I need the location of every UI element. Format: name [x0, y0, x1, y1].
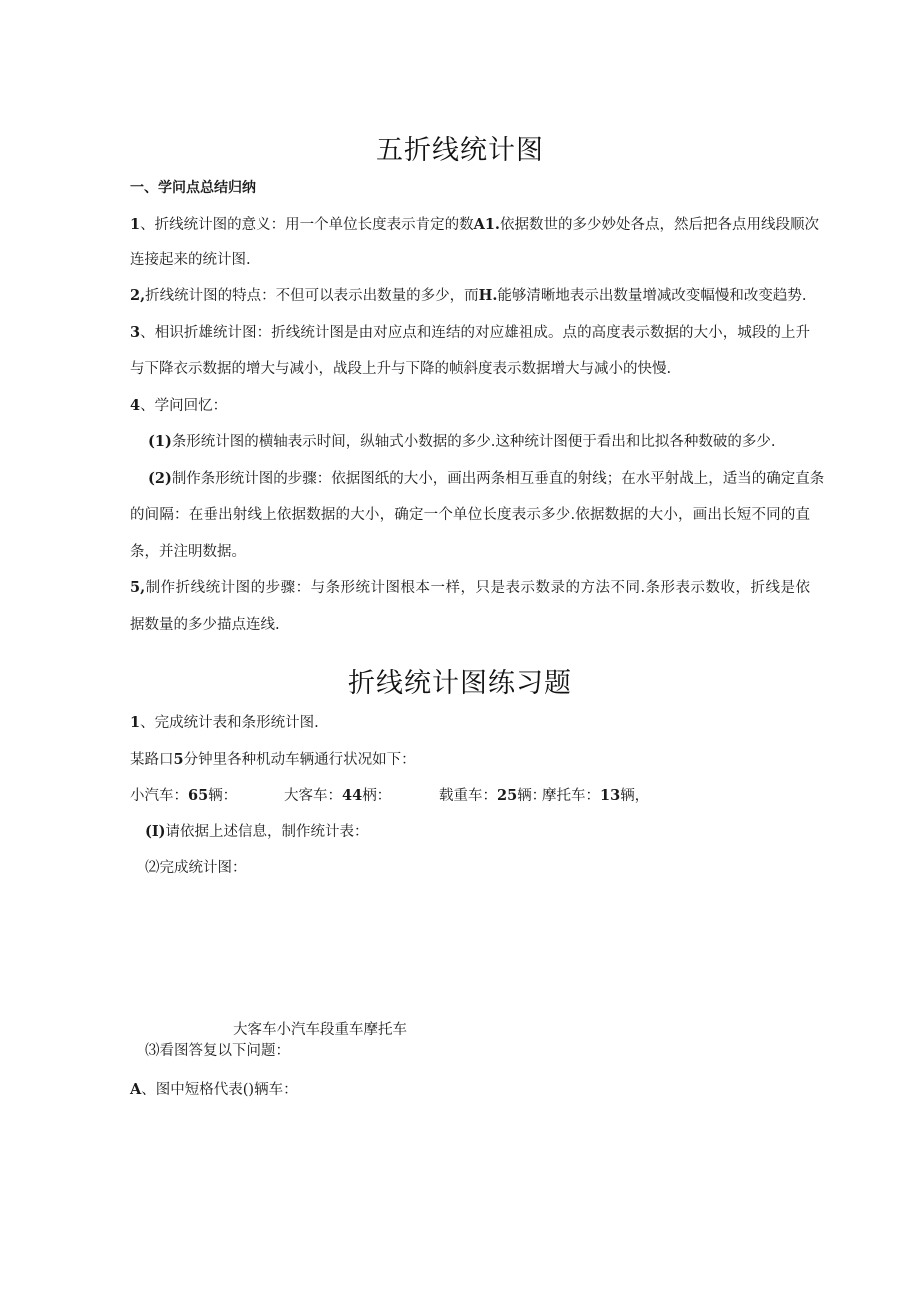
- vehicle-unit: 辆：: [208, 788, 238, 804]
- point-4-text: 学问回忆：: [154, 398, 228, 414]
- point-1-line-2: 连接起来的统计图.: [130, 252, 251, 268]
- intro-pre: 某路口: [130, 752, 174, 768]
- question-1: [130, 713, 810, 733]
- recall-1-line: [148, 432, 828, 452]
- sub-question-1: [145, 822, 825, 842]
- vehicle-count: 44: [342, 787, 363, 804]
- recall-2-line-1: [148, 469, 825, 489]
- point-3-line-1: [130, 323, 810, 343]
- vehicle-label: 大客车：: [284, 788, 342, 804]
- point-3-text: 相识折雄统计图：折线统计图是由对应点和连结的对应雄祖成。点的高度表示数据的大小，城段的上升: [154, 325, 811, 341]
- point-3-sep: 、: [140, 325, 155, 341]
- page-title: 五折线统计图: [376, 135, 544, 166]
- point-3-line-2: 与下降衣示数据的增大与减小，战段上升与下降的帧斜度表示数据增大与减小的快慢.: [130, 361, 672, 377]
- question-intro: [130, 750, 810, 770]
- point-1-sep: 、: [140, 217, 155, 233]
- point-5-number: 5,: [130, 579, 146, 596]
- sub-question-1-number: (I): [145, 823, 166, 840]
- sub-question-1-text: 请依据上述信息，制作统计表：: [165, 824, 369, 840]
- point-1-text-b: 依据数世的多少妙处各点，然后把各点用线段顺次: [499, 217, 819, 233]
- point-5-text-1: 制作折线统计图的步骤：与条形统计图根本一样，只是表示数录的方法不同.条形表示数收，折线是依: [145, 580, 810, 596]
- vehicle-unit: 辆，: [620, 788, 650, 804]
- vehicle-count: 65: [188, 787, 209, 804]
- point-3-number: 3: [130, 324, 141, 341]
- point-2-bold: H.: [478, 287, 498, 304]
- intro-minutes: 5: [173, 751, 184, 768]
- vehicle-truck: [439, 786, 546, 806]
- question-1-sep: 、: [140, 715, 155, 731]
- vehicle-unit: 辆：: [517, 788, 547, 804]
- vehicle-bus: [284, 786, 391, 806]
- vehicle-label: 摩托车：: [542, 788, 600, 804]
- point-4-sep: 、: [140, 398, 155, 414]
- question-a: [130, 1080, 810, 1100]
- sub-question-2-text: 完成统计图：: [159, 860, 247, 876]
- vehicle-count: 13: [600, 787, 621, 804]
- recall-1-text: 条形统计图的横轴表示时间，纵轴式小数据的多少.这种统计图便于看出和比拟各种数破的多少.: [171, 434, 776, 450]
- sub-question-3-text: 看图答复以下问题：: [159, 1043, 290, 1059]
- point-1-number: 1: [130, 216, 141, 233]
- vehicle-car: [130, 786, 237, 806]
- exercise-title: 折线统计图练习题: [348, 668, 572, 699]
- chart-axis-labels: 大客车小汽车段重车摩托车: [233, 1022, 407, 1038]
- recall-1-number: (1): [148, 433, 172, 450]
- vehicle-label: 载重车：: [439, 788, 497, 804]
- sub-question-3: [145, 1041, 825, 1061]
- vehicle-label: 小汽车：: [130, 788, 188, 804]
- vehicle-unit: 柄：: [362, 788, 392, 804]
- recall-2-line-3: 条，并注明数据。: [130, 544, 246, 560]
- point-5-line-2: 据数量的多少描点连线.: [130, 617, 280, 633]
- question-a-sep: 、: [141, 1082, 156, 1098]
- point-5-line-1: [130, 578, 810, 598]
- vehicle-motorcycle: [542, 786, 649, 806]
- intro-post: 分钟里各种机动车辆通行状况如下：: [183, 752, 416, 768]
- recall-2-text-1: 制作条形统计图的步骤：依据图纸的大小，画出两条相互垂直的射线；在水平射战上，适当的确定直条: [171, 471, 825, 487]
- question-1-text: 完成统计表和条形统计图.: [154, 715, 319, 731]
- recall-2-line-2: 的间隔：在垂出射线上依据数据的大小，确定一个单位长度表示多少.依据数据的大小，画出长短不同的直: [130, 507, 810, 523]
- section-heading: 一、学问点总结归纳: [130, 180, 256, 196]
- question-a-text: 图中短格代表()辆车：: [155, 1082, 298, 1098]
- point-2-number: 2,: [130, 287, 146, 304]
- vehicle-count: 25: [497, 787, 518, 804]
- question-a-label: A: [130, 1081, 142, 1098]
- sub-question-2: [145, 858, 825, 878]
- point-1-text-a: 折线统计图的意义：用一个单位长度表示肯定的数: [154, 217, 474, 233]
- point-2-line: [130, 286, 810, 306]
- point-1-bold: A1.: [473, 216, 500, 233]
- sub-question-2-number: ⑵: [145, 860, 160, 876]
- vehicle-counts: [130, 786, 810, 806]
- point-2-text-b: 能够清晰地表示出数量增减改变幅慢和改变趋势.: [497, 288, 807, 304]
- recall-2-number: (2): [148, 470, 172, 487]
- point-4-line: [130, 396, 810, 416]
- point-4-number: 4: [130, 397, 141, 414]
- point-1-line-1: [130, 215, 819, 235]
- point-2-text-a: 折线统计图的特点：不但可以表示出数量的多少，而: [145, 288, 479, 304]
- question-1-number: 1: [130, 714, 141, 731]
- sub-question-3-number: ⑶: [145, 1043, 160, 1059]
